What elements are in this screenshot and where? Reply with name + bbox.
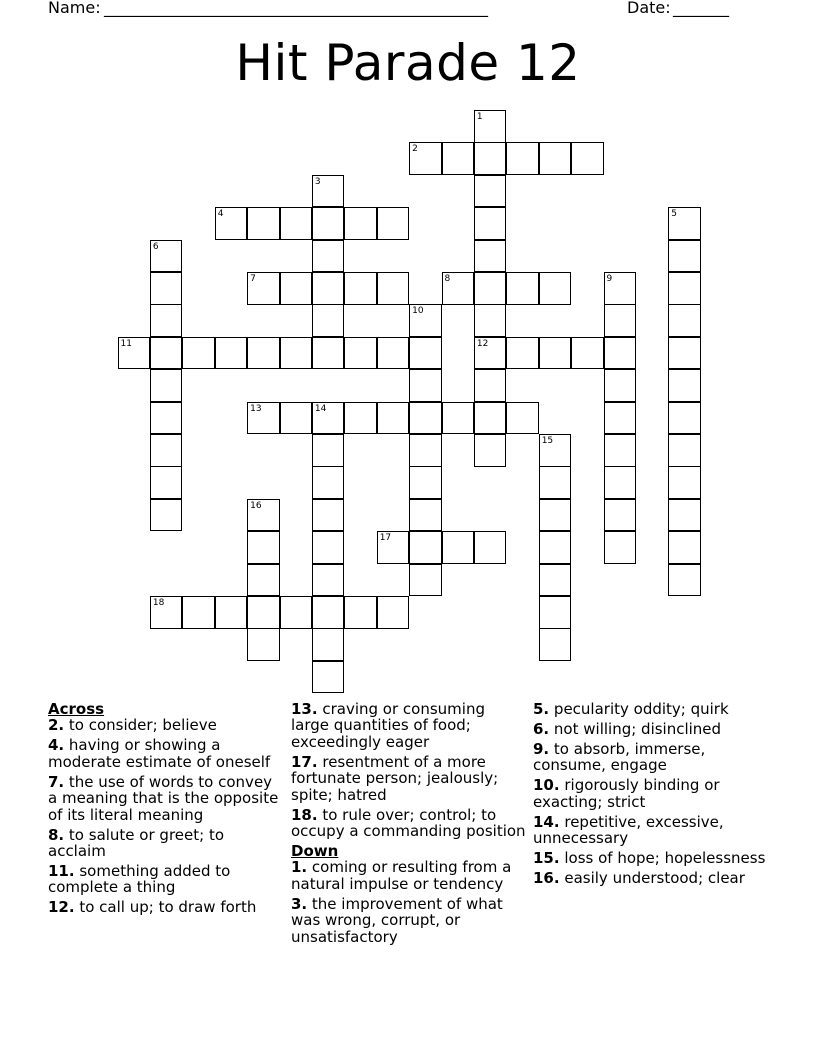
grid-cell[interactable] xyxy=(539,628,572,661)
grid-cell[interactable] xyxy=(280,337,313,370)
grid-cell[interactable] xyxy=(668,402,701,435)
grid-cell[interactable] xyxy=(604,337,637,370)
grid-cell[interactable] xyxy=(539,596,572,629)
grid-cell[interactable] xyxy=(312,337,345,370)
clue-number: 4 xyxy=(217,209,224,220)
grid-cell[interactable] xyxy=(215,337,248,370)
grid-cell[interactable] xyxy=(474,175,507,208)
grid-cell[interactable] xyxy=(215,596,248,629)
clue-number: 9 xyxy=(606,274,613,284)
clue-number: 2 xyxy=(412,144,418,155)
grid-cell[interactable] xyxy=(474,434,507,467)
grid-cell[interactable] xyxy=(312,175,345,208)
grid-cell[interactable] xyxy=(280,402,313,435)
clue-number: 3 xyxy=(314,176,321,187)
grid-cell[interactable] xyxy=(247,272,280,305)
grid-cell[interactable] xyxy=(506,402,539,435)
grid-cell[interactable] xyxy=(312,207,345,240)
grid-cell[interactable] xyxy=(344,402,377,435)
name-label: Name: xyxy=(48,0,101,17)
clue-down-5: 5. pecularity oddity; quirk xyxy=(533,700,729,718)
grid-cell[interactable] xyxy=(604,272,637,305)
grid-cell[interactable] xyxy=(312,304,345,337)
grid-cell[interactable] xyxy=(182,337,215,370)
grid-cell[interactable] xyxy=(539,337,572,370)
grid-cell[interactable] xyxy=(247,207,280,240)
clue-number: 8 xyxy=(444,274,451,284)
grid-cell[interactable] xyxy=(668,499,701,532)
grid-cell[interactable] xyxy=(506,337,539,370)
grid-cell[interactable] xyxy=(215,207,248,240)
grid-cell[interactable] xyxy=(474,207,507,240)
grid-cell[interactable] xyxy=(539,142,572,175)
grid-cell[interactable] xyxy=(377,531,410,564)
grid-cell[interactable] xyxy=(118,337,151,370)
grid-cell[interactable] xyxy=(312,661,345,694)
grid-cell[interactable] xyxy=(247,337,280,370)
grid-cell[interactable] xyxy=(312,596,345,629)
grid-cell[interactable] xyxy=(344,207,377,240)
grid-cell[interactable] xyxy=(474,531,507,564)
grid-cell[interactable] xyxy=(312,628,345,661)
clue-down-14: 14. repetitive, excessive, unnecessary xyxy=(533,812,724,848)
clue-number: 14 xyxy=(314,403,327,414)
grid-cell[interactable] xyxy=(474,402,507,435)
grid-cell[interactable] xyxy=(668,434,701,467)
clue-down-15: 15. loss of hope; hopelessness xyxy=(533,849,766,868)
grid-cell[interactable] xyxy=(474,240,507,273)
grid-cell[interactable] xyxy=(247,531,280,564)
grid-cell[interactable] xyxy=(668,564,701,597)
clue-number: 5 xyxy=(671,209,678,220)
date-field[interactable]: _______ xyxy=(673,0,729,17)
grid-cell[interactable] xyxy=(247,499,280,532)
grid-cell[interactable] xyxy=(604,466,637,499)
clue-across-13: 13. craving or consuming large quantities of food; exceedingly eager xyxy=(291,700,485,751)
clue-number: 16 xyxy=(250,500,262,511)
grid-cell[interactable] xyxy=(312,272,345,305)
clue-number: 13 xyxy=(250,403,262,414)
clue-down-1: 1. coming or resulting from a natural impulse or tendency xyxy=(291,858,512,893)
grid-cell[interactable] xyxy=(409,499,442,532)
grid-cell[interactable] xyxy=(312,240,345,273)
grid-cell[interactable] xyxy=(280,207,313,240)
grid-cell[interactable] xyxy=(150,337,183,370)
grid-cell[interactable] xyxy=(247,402,280,435)
clue-across-7: 7. the use of words to convey a meaning that is the opposite of its literal meaning xyxy=(48,772,279,824)
grid-cell[interactable] xyxy=(409,369,442,402)
across-heading: Across xyxy=(48,700,105,718)
grid-cell[interactable] xyxy=(312,466,345,499)
grid-cell[interactable] xyxy=(442,272,475,305)
clue-number: 6 xyxy=(152,241,159,252)
grid-cell[interactable] xyxy=(409,434,442,467)
grid-cell[interactable] xyxy=(344,272,377,305)
grid-cell[interactable] xyxy=(442,402,475,435)
clue-column-1 xyxy=(48,701,280,919)
clue-number: 7 xyxy=(250,274,256,284)
grid-cell[interactable] xyxy=(280,596,313,629)
down-heading: Down xyxy=(291,842,339,861)
grid-cell[interactable] xyxy=(344,337,377,370)
grid-cell[interactable] xyxy=(474,304,507,337)
clue-number: 15 xyxy=(541,436,554,446)
grid-cell[interactable] xyxy=(604,434,637,467)
grid-cell[interactable] xyxy=(506,142,539,175)
grid-cell[interactable] xyxy=(150,402,183,435)
grid-cell[interactable] xyxy=(539,531,572,564)
grid-cell[interactable] xyxy=(604,369,637,402)
grid-cell[interactable] xyxy=(409,142,442,175)
grid-cell[interactable] xyxy=(409,531,442,564)
clue-number: 1 xyxy=(476,112,483,122)
grid-cell[interactable] xyxy=(474,110,507,143)
clue-across-2: 2. to consider; believe xyxy=(48,716,217,735)
grid-cell[interactable] xyxy=(312,564,345,597)
grid-cell[interactable] xyxy=(312,434,345,467)
grid-cell[interactable] xyxy=(247,596,280,629)
grid-cell[interactable] xyxy=(409,337,442,370)
clue-down-16: 16. easily understood; clear xyxy=(533,869,745,888)
page-title: Hit Parade 12 xyxy=(235,34,581,92)
clue-number: 12 xyxy=(476,338,489,349)
clue-down-3: 3. the improvement of what was wrong, corrupt, or unsatisfactory xyxy=(291,894,503,946)
grid-cell[interactable] xyxy=(409,564,442,597)
grid-cell[interactable] xyxy=(668,304,701,337)
date-label: Date: xyxy=(627,0,671,17)
grid-cell[interactable] xyxy=(150,596,183,629)
grid-cell[interactable] xyxy=(312,499,345,532)
name-field[interactable]: ________________________________________________ xyxy=(104,0,488,17)
grid-cell[interactable] xyxy=(150,369,183,402)
grid-cell[interactable] xyxy=(150,499,183,532)
grid-cell[interactable] xyxy=(668,207,701,240)
grid-cell[interactable] xyxy=(150,304,183,337)
grid-cell[interactable] xyxy=(668,240,701,273)
grid-cell[interactable] xyxy=(377,207,410,240)
grid-cell[interactable] xyxy=(150,434,183,467)
grid-cell[interactable] xyxy=(150,272,183,305)
grid-cell[interactable] xyxy=(668,466,701,499)
grid-cell[interactable] xyxy=(539,564,572,597)
grid-cell[interactable] xyxy=(539,272,572,305)
grid-cell[interactable] xyxy=(312,402,345,435)
grid-cell[interactable] xyxy=(571,337,604,370)
clue-across-17: 17. resentment of a more fortunate person; jealously; spite; hatred xyxy=(291,752,499,804)
grid-cell[interactable] xyxy=(604,402,637,435)
grid-cell[interactable] xyxy=(604,499,637,532)
grid-cell[interactable] xyxy=(668,272,701,305)
grid-cell[interactable] xyxy=(247,564,280,597)
clue-column-3 xyxy=(533,701,773,890)
grid-cell[interactable] xyxy=(539,434,572,467)
grid-cell[interactable] xyxy=(539,466,572,499)
clue-column-2 xyxy=(291,701,527,949)
clue-across-18: 18. to rule over; control; to occupy a commanding position xyxy=(291,805,526,841)
grid-cell[interactable] xyxy=(409,304,442,337)
clue-down-10: 10. rigorously binding or exacting; strict xyxy=(533,776,720,811)
clue-number: 11 xyxy=(120,338,132,349)
grid-cell[interactable] xyxy=(280,272,313,305)
grid-cell[interactable] xyxy=(312,531,345,564)
grid-cell[interactable] xyxy=(409,466,442,499)
clue-number: 10 xyxy=(412,306,424,317)
clue-across-11: 11. something added to complete a thing xyxy=(48,862,231,897)
clue-across-4: 4. having or showing a moderate estimate of oneself xyxy=(48,736,271,771)
grid-cell[interactable] xyxy=(247,628,280,661)
clue-across-12: 12. to call up; to draw forth xyxy=(48,898,257,917)
clue-down-6: 6. not willing; disinclined xyxy=(533,720,722,738)
grid-cell[interactable] xyxy=(668,337,701,370)
grid-cell[interactable] xyxy=(539,499,572,532)
grid-cell[interactable] xyxy=(442,531,475,564)
clue-number: 17 xyxy=(379,533,392,544)
clue-down-9: 9. to absorb, immerse, consume, engage xyxy=(533,740,706,775)
grid-cell[interactable] xyxy=(409,402,442,435)
grid-cell[interactable] xyxy=(182,596,215,629)
grid-cell[interactable] xyxy=(344,596,377,629)
grid-cell[interactable] xyxy=(474,369,507,402)
grid-cell[interactable] xyxy=(150,240,183,273)
grid-cell[interactable] xyxy=(377,272,410,305)
grid-cell[interactable] xyxy=(474,272,507,305)
grid-cell[interactable] xyxy=(150,466,183,499)
clue-number: 18 xyxy=(152,598,165,608)
grid-cell[interactable] xyxy=(604,531,637,564)
grid-cell[interactable] xyxy=(668,369,701,402)
grid-cell[interactable] xyxy=(604,304,637,337)
grid-cell[interactable] xyxy=(668,531,701,564)
grid-cell[interactable] xyxy=(474,337,507,370)
grid-cell[interactable] xyxy=(442,142,475,175)
clue-across-8: 8. to salute or greet; to acclaim xyxy=(48,825,224,861)
grid-cell[interactable] xyxy=(474,142,507,175)
grid-cell[interactable] xyxy=(506,272,539,305)
grid-cell[interactable] xyxy=(571,142,604,175)
grid-cell[interactable] xyxy=(377,402,410,435)
grid-cell[interactable] xyxy=(377,596,410,629)
grid-cell[interactable] xyxy=(377,337,410,370)
